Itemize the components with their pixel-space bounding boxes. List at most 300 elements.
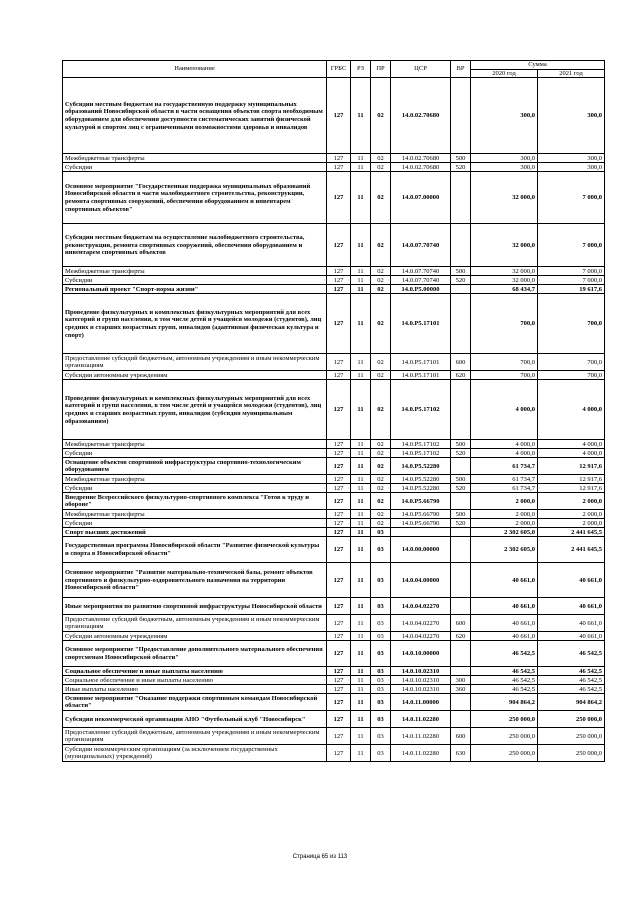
cell-name: Проведение физкультурных и комплексных физкультурных мероприятий для всех категорий и групп населения, в том числе детей и учащейся молодежи (студентов), лиц средних и старших возрастных групп, инвалидов (субсидия муниципальным образованиям) [63, 380, 327, 440]
table-row [63, 641, 605, 667]
cell-y2020: 40 661,0 [471, 598, 538, 615]
cell-pr: 03 [371, 598, 391, 615]
cell-vr [451, 294, 471, 354]
cell-y2020: 40 661,0 [471, 632, 538, 641]
cell-grbs: 127 [327, 224, 351, 267]
cell-y2020: 300,0 [471, 154, 538, 163]
cell-pr: 03 [371, 667, 391, 676]
cell-y2020: 700,0 [471, 371, 538, 380]
table-row [63, 172, 605, 224]
cell-y2020: 700,0 [471, 294, 538, 354]
cell-csr: 14.0.P5.17102 [391, 380, 451, 440]
cell-name: Межбюджетные трансферты [63, 475, 327, 484]
cell-vr [451, 172, 471, 224]
cell-csr: 14.0.04.02270 [391, 598, 451, 615]
cell-y2020: 300,0 [471, 163, 538, 172]
cell-grbs: 127 [327, 711, 351, 728]
cell-vr [451, 380, 471, 440]
cell-grbs: 127 [327, 563, 351, 598]
cell-rz: 11 [351, 667, 371, 676]
cell-vr [451, 598, 471, 615]
cell-pr: 02 [371, 484, 391, 493]
table-row [63, 354, 605, 371]
header-year-2021: 2021 год [538, 69, 605, 78]
table-row [63, 163, 605, 172]
cell-csr: 14.0.11.02280 [391, 745, 451, 762]
cell-y2020: 46 542,5 [471, 667, 538, 676]
table-row [63, 449, 605, 458]
cell-csr: 14.0.P5.66790 [391, 510, 451, 519]
table-row [63, 493, 605, 510]
cell-rz: 11 [351, 528, 371, 537]
cell-y2021: 2 441 645,5 [538, 537, 605, 563]
table-row [63, 745, 605, 762]
table-row [63, 615, 605, 632]
cell-name: Субсидии местным бюджетам на осуществление малобюджетного строительства, реконструкции, ремонта спортивных сооружений, обеспечения оборудованием и инвентарем спортивных объектов [63, 224, 327, 267]
cell-y2021: 2 441 645,5 [538, 528, 605, 537]
cell-rz: 11 [351, 519, 371, 528]
cell-y2020: 904 864,2 [471, 694, 538, 711]
cell-grbs: 127 [327, 484, 351, 493]
cell-rz: 11 [351, 685, 371, 694]
cell-rz: 11 [351, 380, 371, 440]
table-row [63, 484, 605, 493]
cell-pr: 03 [371, 728, 391, 745]
cell-pr: 02 [371, 224, 391, 267]
cell-pr: 02 [371, 78, 391, 154]
cell-csr: 14.0.07.70740 [391, 224, 451, 267]
cell-csr: 14.0.07.00000 [391, 172, 451, 224]
cell-y2021: 12 917,6 [538, 458, 605, 475]
cell-vr: 620 [451, 632, 471, 641]
table-row [63, 440, 605, 449]
header-csr: ЦСР [391, 61, 451, 78]
cell-grbs: 127 [327, 667, 351, 676]
cell-name: Иные мероприятия по развитию спортивной инфраструктуры Новосибирской области [63, 598, 327, 615]
cell-rz: 11 [351, 510, 371, 519]
cell-csr: 14.0.04.00000 [391, 563, 451, 598]
cell-name: Субсидии [63, 449, 327, 458]
cell-csr: 14.0.10.02310 [391, 667, 451, 676]
cell-y2021: 700,0 [538, 294, 605, 354]
cell-name: Государственная программа Новосибирской области "Развитие физической культуры и спорта в Новосибирской области" [63, 537, 327, 563]
cell-pr: 03 [371, 537, 391, 563]
cell-rz: 11 [351, 276, 371, 285]
cell-rz: 11 [351, 632, 371, 641]
cell-grbs: 127 [327, 475, 351, 484]
cell-pr: 02 [371, 172, 391, 224]
cell-vr: 300 [451, 676, 471, 685]
cell-y2020: 2 302 605,0 [471, 528, 538, 537]
header-sum: Сумма [471, 61, 605, 70]
cell-rz: 11 [351, 615, 371, 632]
cell-name: Предоставление субсидий бюджетным, автономным учреждениям и иным некоммерческим организациям [63, 615, 327, 632]
header-vr: ВР [451, 61, 471, 78]
cell-grbs: 127 [327, 163, 351, 172]
cell-name: Спорт высших достижений [63, 528, 327, 537]
cell-vr [451, 711, 471, 728]
cell-pr: 02 [371, 267, 391, 276]
cell-csr: 14.0.04.02270 [391, 632, 451, 641]
cell-y2021: 2 000,0 [538, 510, 605, 519]
cell-csr: 14.0.04.02270 [391, 615, 451, 632]
cell-y2021: 300,0 [538, 163, 605, 172]
cell-rz: 11 [351, 154, 371, 163]
cell-y2021: 700,0 [538, 354, 605, 371]
cell-name: Субсидии некоммерческим организациям (за исключением государственных (муниципальных) учреждений) [63, 745, 327, 762]
cell-csr: 14.0.07.70740 [391, 267, 451, 276]
cell-pr: 02 [371, 475, 391, 484]
cell-csr: 14.0.P5.52280 [391, 484, 451, 493]
cell-csr: 14.0.11.00000 [391, 694, 451, 711]
cell-rz: 11 [351, 676, 371, 685]
cell-rz: 11 [351, 371, 371, 380]
cell-pr: 02 [371, 154, 391, 163]
cell-grbs: 127 [327, 294, 351, 354]
cell-csr: 14.0.P5.66790 [391, 493, 451, 510]
cell-y2020: 61 734,7 [471, 484, 538, 493]
cell-grbs: 127 [327, 380, 351, 440]
cell-csr: 14.0.11.02280 [391, 711, 451, 728]
table-row [63, 294, 605, 354]
cell-y2021: 2 000,0 [538, 493, 605, 510]
table-row [63, 371, 605, 380]
table-row [63, 285, 605, 294]
cell-y2021: 46 542,5 [538, 685, 605, 694]
cell-pr: 03 [371, 676, 391, 685]
cell-grbs: 127 [327, 154, 351, 163]
cell-rz: 11 [351, 598, 371, 615]
cell-grbs: 127 [327, 493, 351, 510]
cell-vr [451, 458, 471, 475]
cell-csr: 14.0.P5.52280 [391, 475, 451, 484]
cell-pr: 02 [371, 285, 391, 294]
cell-name: Социальное обеспечение и иные выплаты населению [63, 676, 327, 685]
cell-pr: 02 [371, 458, 391, 475]
table-row [63, 510, 605, 519]
cell-vr: 520 [451, 276, 471, 285]
table-body [63, 78, 605, 762]
cell-vr [451, 78, 471, 154]
cell-grbs: 127 [327, 598, 351, 615]
table-row [63, 685, 605, 694]
cell-rz: 11 [351, 458, 371, 475]
cell-vr: 520 [451, 484, 471, 493]
cell-y2021: 46 542,5 [538, 641, 605, 667]
cell-grbs: 127 [327, 528, 351, 537]
cell-y2020: 250 000,0 [471, 711, 538, 728]
cell-y2020: 250 000,0 [471, 728, 538, 745]
cell-grbs: 127 [327, 449, 351, 458]
cell-vr [451, 285, 471, 294]
cell-rz: 11 [351, 172, 371, 224]
cell-vr: 620 [451, 371, 471, 380]
cell-y2020: 46 542,5 [471, 685, 538, 694]
cell-name: Предоставление субсидий бюджетным, автономным учреждениям и иным некоммерческим организациям [63, 354, 327, 371]
cell-rz: 11 [351, 728, 371, 745]
cell-pr: 03 [371, 641, 391, 667]
cell-vr: 500 [451, 475, 471, 484]
cell-rz: 11 [351, 163, 371, 172]
cell-y2020: 4 000,0 [471, 449, 538, 458]
cell-y2021: 7 000,0 [538, 276, 605, 285]
cell-name: Субсидии [63, 276, 327, 285]
cell-rz: 11 [351, 493, 371, 510]
cell-pr: 03 [371, 615, 391, 632]
cell-vr: 500 [451, 154, 471, 163]
table-row [63, 667, 605, 676]
table-row [63, 380, 605, 440]
cell-csr: 14.0.10.02310 [391, 685, 451, 694]
cell-vr [451, 528, 471, 537]
cell-y2021: 4 000,0 [538, 440, 605, 449]
cell-pr: 02 [371, 276, 391, 285]
cell-name: Субсидии [63, 163, 327, 172]
cell-y2021: 250 000,0 [538, 728, 605, 745]
cell-grbs: 127 [327, 728, 351, 745]
header-rz: РЗ [351, 61, 371, 78]
cell-pr: 02 [371, 449, 391, 458]
cell-grbs: 127 [327, 440, 351, 449]
cell-csr: 14.0.P5.00000 [391, 285, 451, 294]
cell-grbs: 127 [327, 267, 351, 276]
cell-vr: 600 [451, 615, 471, 632]
cell-pr: 03 [371, 563, 391, 598]
cell-y2021: 2 000,0 [538, 519, 605, 528]
cell-y2020: 300,0 [471, 78, 538, 154]
cell-y2021: 40 661,0 [538, 598, 605, 615]
cell-pr: 02 [371, 371, 391, 380]
cell-grbs: 127 [327, 276, 351, 285]
cell-pr: 03 [371, 528, 391, 537]
cell-pr: 02 [371, 380, 391, 440]
cell-name: Субсидии [63, 519, 327, 528]
cell-csr: 14.0.02.70680 [391, 163, 451, 172]
cell-name: Межбюджетные трансферты [63, 510, 327, 519]
cell-vr: 520 [451, 519, 471, 528]
cell-pr: 02 [371, 354, 391, 371]
cell-pr: 03 [371, 632, 391, 641]
cell-pr: 03 [371, 694, 391, 711]
cell-csr: 14.0.02.70680 [391, 78, 451, 154]
cell-vr: 360 [451, 685, 471, 694]
cell-rz: 11 [351, 224, 371, 267]
table-row [63, 458, 605, 475]
cell-y2020: 700,0 [471, 354, 538, 371]
table-row [63, 276, 605, 285]
cell-vr: 600 [451, 728, 471, 745]
cell-y2021: 904 864,2 [538, 694, 605, 711]
cell-y2020: 4 000,0 [471, 440, 538, 449]
cell-y2020: 40 661,0 [471, 563, 538, 598]
cell-grbs: 127 [327, 694, 351, 711]
cell-grbs: 127 [327, 632, 351, 641]
cell-pr: 02 [371, 163, 391, 172]
cell-grbs: 127 [327, 519, 351, 528]
cell-y2021: 46 542,5 [538, 676, 605, 685]
table-row [63, 78, 605, 154]
cell-csr: 14.0.P5.17101 [391, 371, 451, 380]
cell-grbs: 127 [327, 458, 351, 475]
cell-vr [451, 224, 471, 267]
cell-pr: 02 [371, 510, 391, 519]
cell-name: Основное мероприятие "Государственная поддержка муниципальных образований Новосибирской области в части малобюджетного строительства, реконструкции, ремонта спортивных сооружений, обеспечения оборудованием и инвентарем спортивных объектов" [63, 172, 327, 224]
cell-y2020: 40 661,0 [471, 615, 538, 632]
cell-csr: 14.0.07.70740 [391, 276, 451, 285]
cell-rz: 11 [351, 475, 371, 484]
cell-rz: 11 [351, 449, 371, 458]
cell-rz: 11 [351, 641, 371, 667]
cell-y2020: 61 734,7 [471, 475, 538, 484]
cell-name: Региональный проект "Спорт-норма жизни" [63, 285, 327, 294]
cell-name: Межбюджетные трансферты [63, 267, 327, 276]
cell-rz: 11 [351, 563, 371, 598]
cell-name: Предоставление субсидий бюджетным, автономным учреждениям и иным некоммерческим организациям [63, 728, 327, 745]
cell-vr: 500 [451, 440, 471, 449]
cell-rz: 11 [351, 745, 371, 762]
cell-y2020: 2 302 605,0 [471, 537, 538, 563]
header-pr: ПР [371, 61, 391, 78]
cell-grbs: 127 [327, 285, 351, 294]
cell-y2020: 2 000,0 [471, 519, 538, 528]
cell-name: Субсидии автономным учреждениям [63, 371, 327, 380]
header-grbs: ГРБС [327, 61, 351, 78]
cell-name: Субсидии местным бюджетам на государственную поддержку муниципальных образований Новосибирской области в части оснащения объектов спорта необходимым оборудованием для обеспечения доступности систематических занятий физической культурой и спортом лиц с ограниченными возможностями здоровья и инвалидов [63, 78, 327, 154]
cell-name: Межбюджетные трансферты [63, 154, 327, 163]
cell-y2020: 32 000,0 [471, 172, 538, 224]
cell-name: Социальное обеспечение и иные выплаты населению [63, 667, 327, 676]
cell-y2020: 32 000,0 [471, 276, 538, 285]
cell-pr: 03 [371, 685, 391, 694]
cell-grbs: 127 [327, 745, 351, 762]
cell-csr: 14.0.10.02310 [391, 676, 451, 685]
cell-csr: 14.0.P5.52280 [391, 458, 451, 475]
cell-rz: 11 [351, 354, 371, 371]
cell-y2021: 19 617,6 [538, 285, 605, 294]
cell-rz: 11 [351, 285, 371, 294]
cell-name: Основное мероприятие "Развитие материально-технической базы, ремонт объектов спортивного и физкультурно-оздоровительного назначения на территории Новосибирской области" [63, 563, 327, 598]
cell-grbs: 127 [327, 615, 351, 632]
cell-pr: 02 [371, 519, 391, 528]
cell-vr: 630 [451, 745, 471, 762]
cell-pr: 02 [371, 440, 391, 449]
cell-y2021: 300,0 [538, 154, 605, 163]
header-year-2020: 2020 год [471, 69, 538, 78]
table-row [63, 475, 605, 484]
cell-vr: 500 [451, 510, 471, 519]
cell-name: Субсидии автономным учреждениям [63, 632, 327, 641]
cell-y2020: 250 000,0 [471, 745, 538, 762]
cell-grbs: 127 [327, 510, 351, 519]
table-row [63, 676, 605, 685]
cell-rz: 11 [351, 440, 371, 449]
cell-name: Основное мероприятие "Оказание поддержки спортивным командам Новосибирской области" [63, 694, 327, 711]
cell-y2020: 46 542,5 [471, 676, 538, 685]
cell-grbs: 127 [327, 371, 351, 380]
cell-rz: 11 [351, 294, 371, 354]
header-name: Наименование [63, 61, 327, 78]
table-row [63, 694, 605, 711]
cell-name: Внедрение Всероссийского физкультурно-спортивного комплекса "Готов к труду и обороне" [63, 493, 327, 510]
cell-y2020: 68 434,7 [471, 285, 538, 294]
cell-grbs: 127 [327, 676, 351, 685]
cell-csr: 14.0.P5.17101 [391, 354, 451, 371]
cell-csr: 14.0.P5.17102 [391, 449, 451, 458]
cell-csr: 14.0.00.00000 [391, 537, 451, 563]
cell-y2021: 250 000,0 [538, 745, 605, 762]
cell-csr: 14.0.P5.17102 [391, 440, 451, 449]
cell-name: Субсидия некоммерческой организации АНО "Футбольный клуб "Новосибирск" [63, 711, 327, 728]
cell-vr: 520 [451, 449, 471, 458]
cell-y2021: 4 000,0 [538, 380, 605, 440]
budget-table-page [62, 60, 604, 762]
cell-csr [391, 528, 451, 537]
cell-vr: 600 [451, 354, 471, 371]
cell-name: Межбюджетные трансферты [63, 440, 327, 449]
table-row [63, 528, 605, 537]
cell-y2020: 32 000,0 [471, 267, 538, 276]
table-row [63, 632, 605, 641]
table-row [63, 537, 605, 563]
cell-y2020: 2 000,0 [471, 493, 538, 510]
cell-vr [451, 493, 471, 510]
cell-pr: 03 [371, 711, 391, 728]
cell-rz: 11 [351, 267, 371, 276]
cell-y2020: 2 000,0 [471, 510, 538, 519]
cell-grbs: 127 [327, 685, 351, 694]
cell-name: Иные выплаты населению [63, 685, 327, 694]
cell-rz: 11 [351, 711, 371, 728]
cell-y2021: 40 661,0 [538, 563, 605, 598]
cell-y2020: 46 542,5 [471, 641, 538, 667]
cell-grbs: 127 [327, 537, 351, 563]
cell-grbs: 127 [327, 172, 351, 224]
table-row [63, 267, 605, 276]
cell-y2020: 4 000,0 [471, 380, 538, 440]
table-row [63, 728, 605, 745]
table-row [63, 711, 605, 728]
cell-y2021: 46 542,5 [538, 667, 605, 676]
cell-vr [451, 641, 471, 667]
cell-y2021: 12 917,6 [538, 475, 605, 484]
cell-y2021: 7 000,0 [538, 172, 605, 224]
cell-name: Основное мероприятие "Предоставление дополнительного материального обеспечения спортсменам Новосибирской области" [63, 641, 327, 667]
cell-y2021: 7 000,0 [538, 267, 605, 276]
cell-vr: 520 [451, 163, 471, 172]
cell-name: Проведение физкультурных и комплексных физкультурных мероприятий для всех категорий и групп населения, в том числе детей и учащейся молодежи (студентов), лиц средних и старших возрастных групп, инвалидов (адаптивная физическая культура и спорт) [63, 294, 327, 354]
cell-y2021: 300,0 [538, 78, 605, 154]
page-number: Страница 65 из 113 [292, 854, 348, 860]
cell-y2021: 700,0 [538, 371, 605, 380]
cell-grbs: 127 [327, 78, 351, 154]
cell-y2021: 7 000,0 [538, 224, 605, 267]
cell-csr: 14.0.P5.66790 [391, 519, 451, 528]
cell-y2021: 40 661,0 [538, 615, 605, 632]
cell-grbs: 127 [327, 354, 351, 371]
table-row [63, 154, 605, 163]
cell-y2021: 40 661,0 [538, 632, 605, 641]
cell-vr [451, 563, 471, 598]
cell-csr: 14.0.11.02280 [391, 728, 451, 745]
table-row [63, 563, 605, 598]
cell-vr [451, 537, 471, 563]
cell-vr: 500 [451, 267, 471, 276]
cell-rz: 11 [351, 484, 371, 493]
cell-csr: 14.0.02.70680 [391, 154, 451, 163]
table-row [63, 598, 605, 615]
cell-y2021: 12 917,6 [538, 484, 605, 493]
cell-y2020: 61 734,7 [471, 458, 538, 475]
